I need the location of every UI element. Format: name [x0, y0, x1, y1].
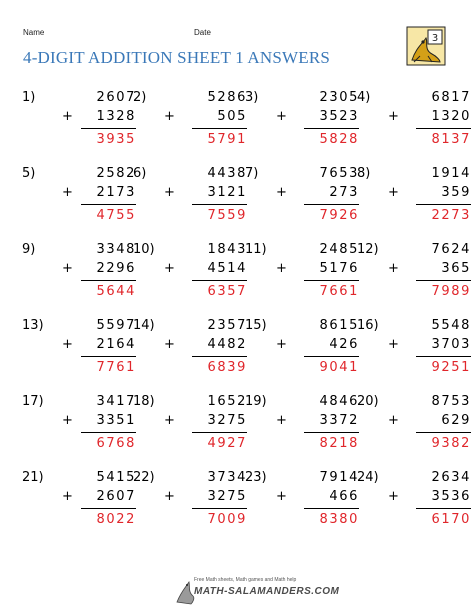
- addend-bottom: 3275: [207, 489, 247, 504]
- addend-bottom: 1320: [431, 109, 471, 124]
- problem-23: [245, 470, 359, 540]
- plus-sign: +: [388, 109, 399, 124]
- plus-sign: +: [62, 489, 73, 504]
- addend-top: 5286: [207, 90, 247, 105]
- problem-number: 22): [133, 470, 155, 485]
- sum-line: [192, 508, 247, 509]
- plus-sign: +: [276, 261, 287, 276]
- sum-line: [81, 204, 136, 205]
- sum-line: [416, 356, 471, 357]
- problem-number: 13): [22, 318, 44, 333]
- problem-11: [245, 242, 359, 312]
- sum-line: [416, 204, 471, 205]
- sum-line: [192, 280, 247, 281]
- problem-number: 3): [245, 90, 259, 105]
- sum-line: [304, 432, 359, 433]
- problem-number: 23): [245, 470, 267, 485]
- plus-sign: +: [164, 261, 175, 276]
- problem-number: 6): [133, 166, 147, 181]
- answer: 6357: [207, 284, 247, 299]
- addend-bottom: 2607: [96, 489, 136, 504]
- addend-bottom: 2296: [96, 261, 136, 276]
- sum-line: [81, 508, 136, 509]
- answer: 8218: [319, 436, 359, 451]
- addend-bottom: 359: [441, 185, 471, 200]
- problem-10: [133, 242, 247, 312]
- problem-17: [22, 394, 136, 464]
- answer: 6768: [96, 436, 136, 451]
- addend-top: 1843: [207, 242, 247, 257]
- problem-number: 12): [357, 242, 379, 257]
- problem-24: [357, 470, 471, 540]
- answer: 9251: [431, 360, 471, 375]
- addend-top: 6817: [431, 90, 471, 105]
- addend-bottom: 273: [329, 185, 359, 200]
- plus-sign: +: [276, 413, 287, 428]
- plus-sign: +: [62, 261, 73, 276]
- addend-bottom: 629: [441, 413, 471, 428]
- problem-number: 18): [133, 394, 155, 409]
- sum-line: [304, 356, 359, 357]
- page-title: 4-DIGIT ADDITION SHEET 1 ANSWERS: [23, 48, 331, 67]
- problem-number: 5): [22, 166, 36, 181]
- answer: 2273: [431, 208, 471, 223]
- problem-number: 24): [357, 470, 379, 485]
- addend-bottom: 5176: [319, 261, 359, 276]
- addend-bottom: 2164: [96, 337, 136, 352]
- problem-19: [245, 394, 359, 464]
- problem-number: 9): [22, 242, 36, 257]
- problem-number: 17): [22, 394, 44, 409]
- sum-line: [192, 204, 247, 205]
- addend-top: 5415: [96, 470, 136, 485]
- answer: 5791: [207, 132, 247, 147]
- sum-line: [192, 432, 247, 433]
- problem-15: [245, 318, 359, 388]
- problem-5: [22, 166, 136, 236]
- problem-number: 15): [245, 318, 267, 333]
- plus-sign: +: [62, 109, 73, 124]
- problem-number: 7): [245, 166, 259, 181]
- addend-top: 4846: [319, 394, 359, 409]
- plus-sign: +: [276, 337, 287, 352]
- problem-number: 4): [357, 90, 371, 105]
- sum-line: [416, 508, 471, 509]
- addend-bottom: 3523: [319, 109, 359, 124]
- addend-bottom: 426: [329, 337, 359, 352]
- answer: 8137: [431, 132, 471, 147]
- plus-sign: +: [388, 489, 399, 504]
- addend-bottom: 3536: [431, 489, 471, 504]
- plus-sign: +: [164, 413, 175, 428]
- answer: 6170: [431, 512, 471, 527]
- problem-number: 20): [357, 394, 379, 409]
- sum-line: [304, 280, 359, 281]
- addend-top: 2634: [431, 470, 471, 485]
- addend-top: 2305: [319, 90, 359, 105]
- answer: 4755: [96, 208, 136, 223]
- addend-bottom: 3275: [207, 413, 247, 428]
- problem-number: 19): [245, 394, 267, 409]
- answer: 7989: [431, 284, 471, 299]
- addend-top: 2607: [96, 90, 136, 105]
- addend-top: 2485: [319, 242, 359, 257]
- addend-top: 7914: [319, 470, 359, 485]
- problem-2: [133, 90, 247, 160]
- answer: 5644: [96, 284, 136, 299]
- answer: 8022: [96, 512, 136, 527]
- addend-bottom: 4482: [207, 337, 247, 352]
- addend-top: 5597: [96, 318, 136, 333]
- plus-sign: +: [388, 185, 399, 200]
- answer: 9041: [319, 360, 359, 375]
- sum-line: [416, 432, 471, 433]
- addend-bottom: 365: [441, 261, 471, 276]
- addend-top: 2357: [207, 318, 247, 333]
- problem-6: [133, 166, 247, 236]
- answer: 9382: [431, 436, 471, 451]
- problem-number: 14): [133, 318, 155, 333]
- problem-number: 11): [245, 242, 267, 257]
- plus-sign: +: [62, 413, 73, 428]
- addend-top: 8753: [431, 394, 471, 409]
- problem-3: [245, 90, 359, 160]
- addend-bottom: 3372: [319, 413, 359, 428]
- sum-line: [192, 356, 247, 357]
- sum-line: [192, 128, 247, 129]
- plus-sign: +: [164, 489, 175, 504]
- plus-sign: +: [276, 185, 287, 200]
- addend-bottom: 3351: [96, 413, 136, 428]
- footer-tagline: Free Math sheets, Math games and Math help: [194, 577, 297, 583]
- problem-14: [133, 318, 247, 388]
- answer: 7926: [319, 208, 359, 223]
- plus-sign: +: [164, 109, 175, 124]
- addend-bottom: 2173: [96, 185, 136, 200]
- answer: 8380: [319, 512, 359, 527]
- sum-line: [81, 280, 136, 281]
- plus-sign: +: [164, 185, 175, 200]
- answer: 4927: [207, 436, 247, 451]
- addend-top: 5548: [431, 318, 471, 333]
- addend-bottom: 1328: [96, 109, 136, 124]
- problem-number: 10): [133, 242, 155, 257]
- problem-4: [357, 90, 471, 160]
- problem-16: [357, 318, 471, 388]
- plus-sign: +: [276, 489, 287, 504]
- answer: 5828: [319, 132, 359, 147]
- sum-line: [81, 356, 136, 357]
- sum-line: [304, 204, 359, 205]
- name-label: Name: [23, 28, 45, 37]
- answer: 3935: [96, 132, 136, 147]
- sum-line: [81, 432, 136, 433]
- sum-line: [81, 128, 136, 129]
- addend-top: 1652: [207, 394, 247, 409]
- addend-top: 3348: [96, 242, 136, 257]
- date-label: Date: [194, 28, 211, 37]
- problem-number: 16): [357, 318, 379, 333]
- plus-sign: +: [388, 261, 399, 276]
- answer: 7761: [96, 360, 136, 375]
- problem-number: 21): [22, 470, 44, 485]
- plus-sign: +: [62, 185, 73, 200]
- addend-top: 2582: [96, 166, 136, 181]
- answer: 7559: [207, 208, 247, 223]
- plus-sign: +: [388, 337, 399, 352]
- addend-top: 4438: [207, 166, 247, 181]
- sum-line: [416, 280, 471, 281]
- problem-number: 2): [133, 90, 147, 105]
- addend-bottom: 4514: [207, 261, 247, 276]
- addend-top: 1914: [431, 166, 471, 181]
- problem-7: [245, 166, 359, 236]
- sum-line: [304, 508, 359, 509]
- footer-brand: MATH-SALAMANDERS.COM: [194, 586, 340, 597]
- addend-bottom: 3703: [431, 337, 471, 352]
- plus-sign: +: [62, 337, 73, 352]
- problem-8: [357, 166, 471, 236]
- addend-top: 7624: [431, 242, 471, 257]
- addend-bottom: 505: [217, 109, 247, 124]
- svg-text:3: 3: [431, 33, 439, 44]
- problem-21: [22, 470, 136, 540]
- problem-22: [133, 470, 247, 540]
- problem-18: [133, 394, 247, 464]
- problem-20: [357, 394, 471, 464]
- answer: 7661: [319, 284, 359, 299]
- plus-sign: +: [276, 109, 287, 124]
- plus-sign: +: [164, 337, 175, 352]
- problem-12: [357, 242, 471, 312]
- answer: 6839: [207, 360, 247, 375]
- addend-top: 7653: [319, 166, 359, 181]
- problem-number: 1): [22, 90, 36, 105]
- sum-line: [304, 128, 359, 129]
- addend-top: 3734: [207, 470, 247, 485]
- addend-top: 8615: [319, 318, 359, 333]
- problem-number: 8): [357, 166, 371, 181]
- addend-bottom: 466: [329, 489, 359, 504]
- plus-sign: +: [388, 413, 399, 428]
- addend-bottom: 3121: [207, 185, 247, 200]
- answer: 7009: [207, 512, 247, 527]
- problem-9: [22, 242, 136, 312]
- problem-13: [22, 318, 136, 388]
- sum-line: [416, 128, 471, 129]
- problem-1: [22, 90, 136, 160]
- addend-top: 3417: [96, 394, 136, 409]
